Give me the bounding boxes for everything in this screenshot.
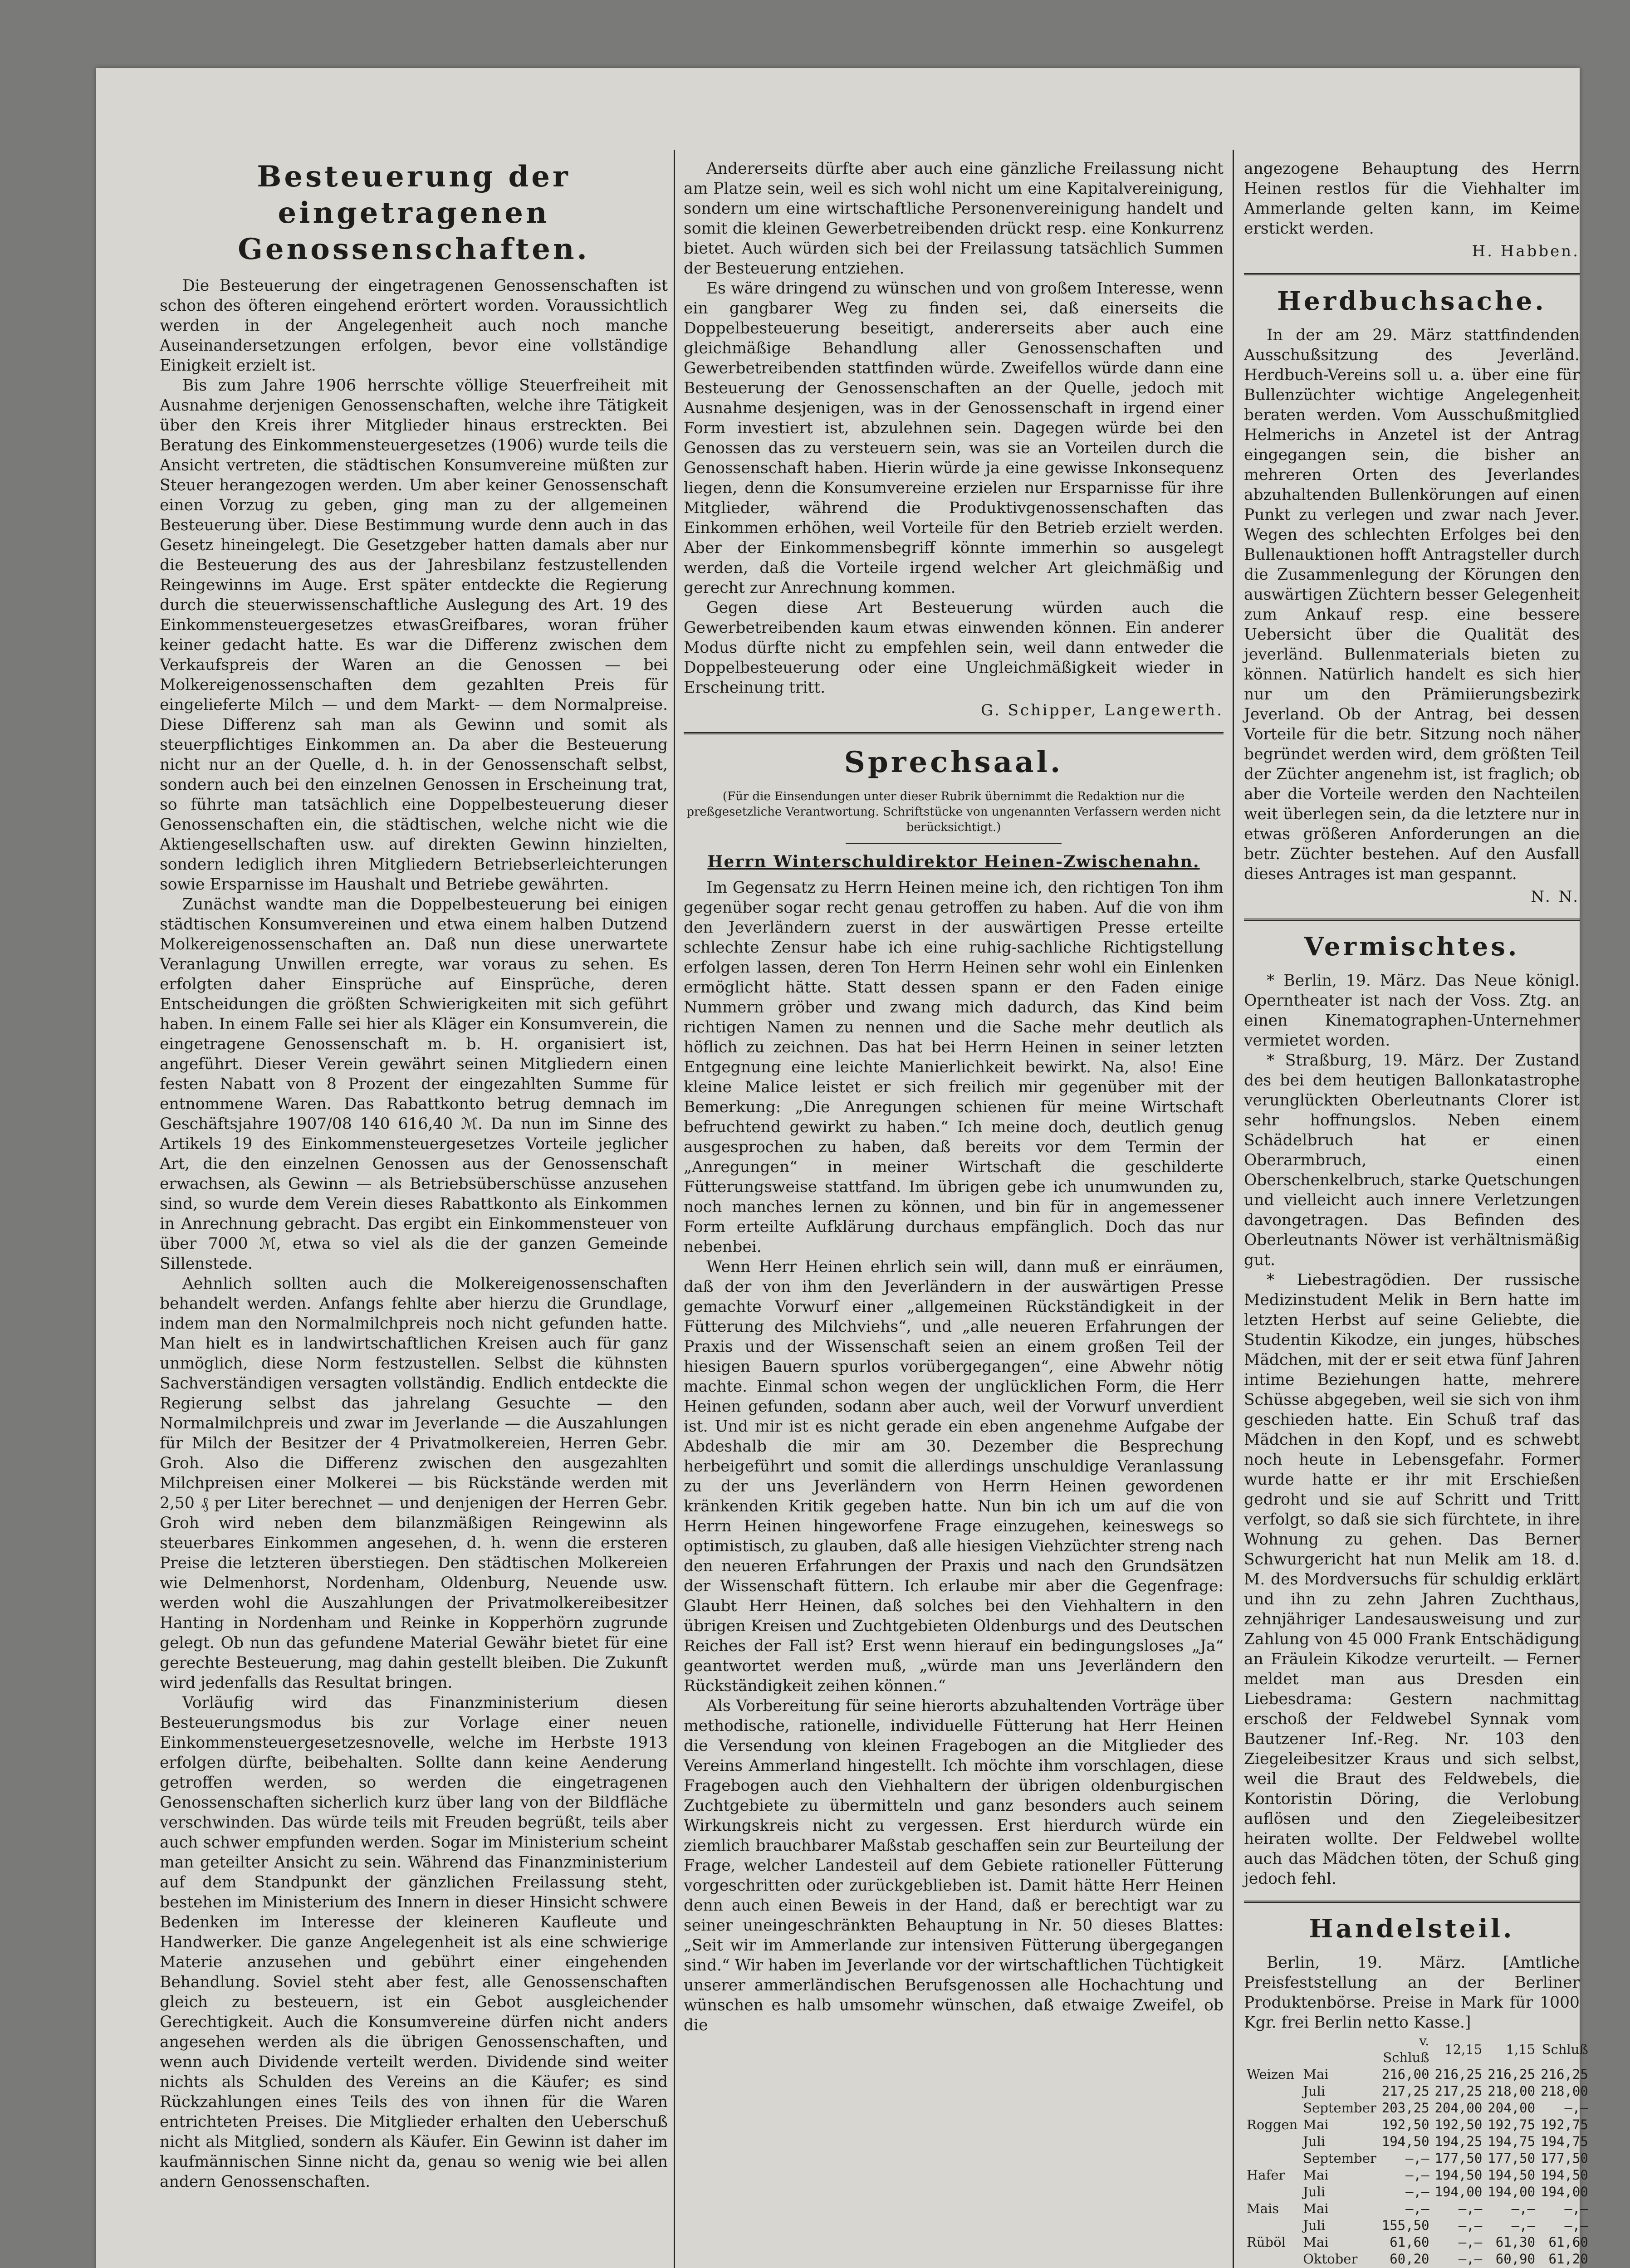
price-cell: 218,00 [1541,2083,1588,2099]
column-2 [684,159,1224,2268]
price-cell: 192,75 [1488,2117,1536,2132]
price-cell: 61,20 [1548,2251,1588,2267]
price-cell: 216,25 [1488,2067,1536,2082]
table-row [1244,2217,1591,2234]
article-paragraph: Zunächst wandte man die Doppelbesteuerung bei einigen städtischen Konsumvereinen und etwa einem halben Dutzend Molkereigenossenschaften an. Daß nun diese unerwartete Veranlagung Unwillen erregte, war voraus zu sehen. Es erfolgten daher Einsprüche auf Einsprüche, deren Entscheidungen die größten Schwierigkeiten mit sich geführt haben. In einem Falle sei hier als Kläger ein Konsumverein, die eingetragene Genossenschaft m. b. H. organisiert ist, angeführt. Dieser Verein gewährt seinen Mitgliedern einen festen Nabatt von 8 Prozent der eingezahlten Summe für entnommene Waren. Das Rabattkonto betrug demnach im Geschäftsjahre 1907/08 140 616,40 ℳ. Da nun im Sinne des Artikels 19 des Einkommensteuergesetzes Vorteile jeglicher Art, die den einzelnen Genossen aus der Genossenschaft erwachsen, als Gewinn — als Betriebsüberschüsse anzusehen sind, so wurde dem Verein dieses Rabattkonto als Einkommen in Anrechnung gebracht. Das ergibt ein Einkommensteuer von über 7000 ℳ, etwa so viel als die der ganzen Gemeinde Sillenstede. [160,895,668,1273]
commodity-cell: Rüböl [1247,2234,1286,2250]
table-row [1244,2234,1591,2251]
commodity-cell [1244,2184,1300,2200]
delivery-month-cell: Mai [1303,2201,1329,2216]
column-rule [1233,150,1234,2268]
article-paragraph: Als Vorbereitung für seine hierorts abzuhaltenden Vorträge über methodische, rationelle, individuelle Fütterung hat Herr Heinen die Versendung von kleinen Fragebogen an die Mitglieder des Vereins Ammerland hingestellt. Ich möchte ihm vorschlagen, diese Fragebogen auch den Viehhaltern der übrigen oldenburgischen Zuchtgebiete zu übermitteln und ganz besonders auch seinem Wirkungskreis nicht zu vergessen. Erst hierdurch würde ein ziemlich brauchbarer Maßstab geschaffen sein zur Beurteilung der Frage, welcher Landesteil auf dem Gebiete rationeller Fütterung vorgeschritten oder zurückgeblieben ist. Damit hätte Herr Heinen denn auch einen Beweis in der Hand, daß er berechtigt war zu seiner uneingeschränkten Behauptung in Nr. 50 dieses Blattes: „Seit wir im Ammerlande zur intensiven Fütterung übergegangen sind.“ Wir haben im Jeverlande vor der wirtschaftlichen Tüchtigkeit unserer ammerländischen Berufsgenossen alle Hochachtung und wünschen es halb umsomehr wünschen, daß etwaige Zweifel, ob die [684,1697,1224,2034]
table-row [1244,2167,1591,2184]
price-cell: —,— [1511,2218,1536,2233]
section-title: Sprechsaal. [844,745,1063,779]
article-paragraph: Wenn Herr Heinen ehrlich sein will, dann muß er einräumen, daß der von ihm den Jeverländern in der auswärtigen Presse gemachte Vorwurf einer „allgemeinen Rückständigkeit in der Fütterung des Milchviehs“, und „alle neueren Erfahrungen der Praxis und der Wissenschaft seien an einem großen Teil der hiesigen Bauern spurlos vorübergegangen“, eine Abwehr nötig machte. Einmal schon wegen der unglücklichen Form, die Herr Heinen gefunden, sodann aber auch, weil der Vorwurf unverdient ist. Und mir ist es nicht gerade ein eben angenehme Aufgabe der Abdeshalb die mir am 30. Dezember die Besprechung herbeigeführt und somit die allerdings unschuldige Veranlassung zu der uns Jeverländern von Herrn Heinen gewordenen kränkenden Kritik gegeben hatte. Nun bin ich um auf die von Herrn Heinen hingeworfene Frage einzugehen, keineswegs so optimistisch, zu glauben, daß alle hiesigen Viehzüchter streng nach den neueren Erfahrungen der Praxis und nach den Grundsätzen der Wissenschaft füttern. Ich erlaube mir aber die Gegenfrage: Glaubt Herr Heinen, daß solches bei den Viehhaltern in den übrigen Kreisen und Zuchtgebieten Oldenburgs und des Deutschen Reiches der Fall ist? Erst wenn hierauf ein bedingungsloses „Ja“ geantwortet werden muß, „würde man uns Jeverländern den Rückständigkeit zeihen können.“ [684,1258,1224,1695]
newspaper-page [96,68,1588,2268]
commodity-cell: Mais [1247,2201,1279,2216]
delivery-month-cell: Oktober [1303,2251,1358,2267]
price-cell: 61,30 [1495,2234,1536,2250]
price-cell: 192,50 [1381,2117,1429,2132]
price-cell: —,— [1405,2184,1429,2200]
article-paragraph: Die Besteuerung der eingetragenen Genossenschaften ist schon des öfteren eingehend erörtert worden. Voraussichtlich werden in der Angelegenheit auch noch manche Auseinandersetzungen erfolgen, bevor eine vollständige Einigkeit erzielt ist. [160,277,668,375]
editorial-note: (Für die Einsendungen unter dieser Rubrik übernimmt die Redaktion nur die preßgesetzliche Verantwortung. Schriftstücke von ungenannten Verfassern werden nicht berücksichtigt.) [686,790,1221,834]
news-item: * Liebestragödien. Der russische Medizinstudent Melik in Bern hatte im letzten Herbst auf seine Geliebte, die Studentin Kikodze, ein junges, hübsches Mädchen, mit der er seit etwa fünf Jahren intime Beziehungen hatte, mehrere Schüsse abgegeben, weil sie sich von ihm geschieden hatte. Ein Schuß traf das Mädchen in den Kopf, und es schwebt noch heute in Lebensgefahr. Former wurde hatte er ihr mit Erschießen gedroht und sie auf Schritt und Tritt verfolgt, so daß sie sich fürchtete, in ihre Wohnung zu gehen. Das Berner Schwurgericht hat nun Melik am 18. d. M. des Mordversuchs für schuldig erklärt und ihn zu zehn Jahren Zuchthaus, zehnjähriger Landesausweisung und zur Zahlung von 45 000 Frank Entschädigung an Fräulein Kikodze verurteilt. — Ferner meldet man aus Dresden ein Liebesdrama: Gestern nachmittag erschoß der Feldwebel Synnak vom Bautzener Inf.-Reg. Nr. 103 den Ziegeleibesitzer Kraus und sich selbst, weil die Braut des Feldwebels, die Kontoristin Döring, die Verlobung auflösen und den Ziegeleibesitzer heiraten wollte. Der Feldwebel wollte auch das Mädchen töten, der Schuß ging jedoch fehl. [1244,1271,1580,1888]
price-cell: —,— [1564,2100,1588,2116]
delivery-month-cell: Juli [1303,2134,1326,2149]
price-cell: 60,90 [1495,2251,1536,2267]
column-1 [160,159,668,2268]
price-cell: —,— [1405,2167,1429,2183]
column-3 [1244,159,1588,2268]
price-cell: 177,50 [1434,2151,1483,2166]
price-cell: —,— [1405,2201,1429,2216]
price-cell: —,— [1458,2201,1483,2216]
table-header: Schluß [1542,2041,1588,2057]
price-cell: 192,50 [1434,2117,1483,2132]
letter-heading: Herrn Winterschuldirektor Heinen-Zwischenahn. [707,852,1200,871]
price-cell: 204,00 [1488,2100,1536,2116]
author-signature: H. Habben. [1472,242,1580,260]
author-signature: N. N. [1531,888,1580,906]
price-cell: 194,75 [1541,2134,1588,2149]
market-intro: Berlin, 19. März. [Amtliche Preisfeststellung an der Berliner Produktenbörse. Preise in Mark für 1000 Kgr. frei Berlin netto Kasse.] [1244,1954,1580,2032]
table-row [1244,2184,1591,2200]
price-cell: 194,75 [1488,2134,1536,2149]
price-cell: 155,50 [1381,2218,1429,2233]
price-cell: 194,50 [1434,2167,1483,2183]
commodity-cell [1244,2100,1300,2116]
price-cell: 204,00 [1434,2100,1483,2116]
price-cell: —,— [1564,2201,1588,2216]
price-cell: —,— [1511,2201,1536,2216]
table-header [1244,2033,1300,2066]
section-divider [1244,919,1580,921]
price-cell: 216,00 [1381,2067,1429,2082]
price-cell: 194,25 [1434,2134,1483,2149]
price-cell: 194,00 [1541,2184,1588,2200]
news-item: * Straßburg, 19. März. Der Zustand des bei dem heutigen Ballonkatastrophe verunglückten Oberleutnants Clorer ist sehr hoffnungslos. Neben einem Schädelbruch hat er einen Oberarmbruch, einen Oberschenkelbruch, starke Quetschungen und vielleicht auch innere Verletzungen davongetragen. Das Befinden des Oberleutnants Nöwer ist verhältnismäßig gut. [1244,1051,1580,1269]
commodity-cell [1244,2083,1300,2100]
delivery-month-cell: Mai [1303,2067,1329,2082]
table-row [1244,2116,1591,2133]
article-paragraph: Andererseits dürfte aber auch eine gänzliche Freilassung nicht am Platze sein, weil es sich wohl nicht um eine Kapitalvereinigung, sondern um eine wirtschaftliche Personenvereinigung handelt und somit die kleinen Gewerbetreibenden drückt resp. eine Konkurrenz bietet. Auch würden sich bei der Freilassung tatsächlich Summen der Besteuerung entziehen. [684,160,1224,278]
table-header-row [1244,2033,1591,2066]
price-cell: 217,25 [1381,2083,1429,2099]
price-cell: 218,00 [1488,2083,1536,2099]
delivery-month-cell: Mai [1303,2234,1329,2250]
section-divider [1244,273,1580,275]
table-header [1300,2033,1379,2066]
price-cell: 61,60 [1548,2234,1588,2250]
commodity-cell: Hafer [1247,2167,1285,2183]
table-header: v. Schluß [1383,2033,1429,2065]
commodity-cell: Weizen [1247,2067,1294,2082]
table-row [1244,2133,1591,2150]
author-signature: G. Schipper, Langewerth. [981,701,1224,719]
table-row [1244,2200,1591,2217]
table-row [1244,2251,1591,2268]
section-title: Handelsteil. [1309,1914,1515,1944]
price-cell: 194,50 [1541,2167,1588,2183]
price-cell: 194,50 [1381,2134,1429,2149]
commodity-cell [1244,2150,1300,2167]
price-cell: —,— [1405,2151,1429,2166]
price-cell: 194,00 [1434,2184,1483,2200]
price-cell: —,— [1458,2251,1483,2267]
delivery-month-cell: Mai [1303,2117,1329,2132]
table-header: 12,15 [1444,2041,1483,2057]
price-cell: 177,50 [1488,2151,1536,2166]
article-paragraph: Gegen diese Art Besteuerung würden auch die Gewerbetreibenden kaum etwas einwenden können. Ein anderer Modus dürfte nicht zu empfehlen sein, weil dann entweder die Doppelbesteuerung oder eine Ungleichmäßigkeit wieder in Erscheinung tritt. [684,599,1224,697]
price-cell: 216,25 [1434,2067,1483,2082]
section-title: Herdbuchsache. [1277,286,1547,316]
news-item: * Berlin, 19. März. Das Neue königl. Operntheater ist nach der Voss. Ztg. an einen Kinematographen-Unternehmer vermietet worden. [1244,972,1580,1050]
column-rule [674,150,675,2268]
article-paragraph: Im Gegensatz zu Herrn Heinen meine ich, den richtigen Ton ihm gegenüber sogar recht genau getroffen zu haben. Auf die von ihm den Jeverländern zuerst in der auswärtigen Presse erteilte schlechte Zensur habe ich eine ruhig-sachliche Richtigstellung erfolgen lassen, deren Ton Herrn Heinen sehr wohl ein Einlenken ermöglicht hätte. Statt dessen spann er den Faden einige Nummern gröber und zwang mich dadurch, das Kind beim richtigen Namen zu nennen und die Sache mehr deutlich als höflich zu zeichnen. Das hat bei Herrn Heinen in seiner letzten Entgegnung eine leichte Manierlichkeit bewirkt. Na, also! Eine kleine Malice leistet er sich freilich mir gegenüber mit der Bemerkung: „Die Anregungen schienen für meine Wirtschaft befruchtend gewirkt zu haben.“ Ich meine doch, deutlich genug ausgesprochen zu haben, daß bereits vor dem Termin der „Anregungen“ in meiner Wirtschaft die geschilderte Fütterungsweise stattfand. Im übrigen gebe ich unumwunden zu, noch manches lernen zu können, und bin für in angemessener Form erteilte Aufklärung durchaus empfänglich. Doch das nur nebenbei. [684,879,1224,1256]
article-paragraph: In der am 29. März stattfindenden Ausschußsitzung des Jeverländ. Herdbuch-Vereins soll u. a. über eine für Bullenzüchter wichtige Angelegenheit beraten werden. Vom Ausschußmitglied Helmerichs in Anzetel ist der Antrag eingegangen sein, die bisher an mehreren Orten des Jeverlandes abzuhaltenden Bullenkörungen auf einen Punkt zu verlegen und zwar nach Jever. Wegen des schlechten Erfolges bei den Bullenauktionen hofft Antragsteller durch die Zusammenlegung der Körungen den auswärtigen Züchtern besser Gelegenheit zum Ankauf resp. eine bessere Uebersicht über die Qualität des jeverländ. Bullenmaterials bieten zu können. Natürlich handelt es sich hier nur um den Prämiierungsbezirk Jeverland. Ob der Antrag, bei dessen Vorteile für die betr. Sitzung noch näher begründet werden wird, dem größten Teil der Züchter angenehm ist, ist fraglich; ob aber die Vorteile werden den Nachteilen weit überlegen sein, da die letztere nur in etwas größeren Anforderungen an die betr. Züchter bestehen. Auf den Ausfall dieses Antrages ist man gespannt. [1244,326,1580,883]
section-title: Vermischtes. [1304,932,1520,962]
price-cell: 194,50 [1488,2167,1536,2183]
delivery-month-cell: Juli [1303,2218,1326,2233]
article-paragraph: Bis zum Jahre 1906 herrschte völlige Steuerfreiheit mit Ausnahme derjenigen Genossenschaften, welche ihre Tätigkeit über den Kreis ihrer Mitglieder hinaus erstreckten. Bei Beratung des Einkommensteuergesetzes (1906) wurde teils die Ansicht vertreten, die städtischen Konsumvereine müßten zur Steuer herangezogen werden. Um aber keiner Genossenschaft einen Vorzug zu geben, ging man zu der allgemeinen Besteuerung über. Diese Bestimmung wurde denn auch in das Gesetz hineingelegt. Die Gesetzgeber hatten damals aber nur die Besteuerung des aus der Jahresbilanz festzustellenden Reingewinns im Auge. Erst später entdeckte die Regierung durch die steuerwissenschaftliche Auslegung des Art. 19 des Einkommensteuergesetzes etwasGreifbares, woran früher keiner gedacht hatte. Es war die Differenz zwischen dem Verkaufspreis der Waren an die Genossen — bei Molkereigenossenschaften dem gezahlten Preis für eingelieferte Milch — und dem Markt- — dem Normalpreise. Diese Differenz sah man als Gewinn und somit als steuerpflichtiges Einkommen an. Da aber die Besteuerung nicht nur an der Quelle, d. h. in der Genossenschaft selbst, sondern auch bei den einzelnen Genossen in Erscheinung trat, so führte man tatsächlich eine Doppelbesteuerung dieser Genossenschaften ein, die städtischen, welche nicht wie die Aktiengesellschaften usw. auf direkten Gewinn hinzielten, sondern lediglich ihren Mitgliedern Betriebserleichterungen sowie Ersparnisse im Haushalt und Betriebe gewährten. [160,376,668,894]
table-header: 1,15 [1506,2041,1536,2057]
table-row [1244,2150,1591,2167]
price-cell: 203,25 [1381,2100,1429,2116]
section-divider [1244,1901,1580,1903]
section-divider [684,732,1224,734]
price-cell: 61,60 [1390,2234,1429,2250]
delivery-month-cell: Juli [1303,2184,1326,2200]
table-row [1244,2100,1591,2116]
price-cell: —,— [1458,2218,1483,2233]
delivery-month-cell: September [1303,2100,1376,2116]
article-paragraph: angezogene Behauptung des Herrn Heinen restlos für die Viehhalter im Ammerlande gelten kann, im Keime erstickt werden. [1244,160,1580,238]
commodity-cell [1244,2133,1300,2150]
price-cell: 194,00 [1488,2184,1536,2200]
price-cell: —,— [1458,2234,1483,2250]
price-cell: 177,50 [1541,2151,1588,2166]
commodity-cell: Roggen [1247,2117,1298,2132]
table-row [1244,2083,1591,2100]
price-cell: —,— [1564,2218,1588,2233]
delivery-month-cell: Mai [1303,2167,1329,2183]
commodity-cell [1244,2217,1300,2234]
price-cell: 192,75 [1541,2117,1588,2132]
article-title: Besteuerung der eingetragenen Genossenschaften. [238,160,590,266]
price-cell: 217,25 [1434,2083,1483,2099]
delivery-month-cell: September [1303,2151,1376,2166]
article-paragraph: Aehnlich sollten auch die Molkereigenossenschaften behandelt werden. Anfangs fehlte aber hierzu die Grundlage, indem man den Normalmilchpreis noch nicht gefunden hatte. Man hielt es in landwirtschaftlichen Kreisen auch für ganz unmöglich, diese Norm festzustellen. Selbst die kühnsten Sachverständigen versagten vollständig. Endlich entdeckte die Regierung selbst das jahrelang Gesuchte — den Normalmilchpreis und zwar im Jeverlande — die Auszahlungen für Milch der Besitzer der 4 Privatmolkereien, Herren Gebr. Groh. Also die Differenz zwischen den ausgezahlten Milchpreisen einer Molkerei — bis Rückstände werden mit 2,50 ₰ per Liter berechnet — und denjenigen der Herren Gebr. Groh wird neben dem bilanzmäßigen Reingewinn als steuerbares Einkommen angesehen, d. h. wenn die ersteren Preise die letzteren überstiegen. Den städtischen Molkereien wie Delmenhorst, Nordenham, Oldenburg, Neuende usw. werden wohl die Auszahlungen der Privatmolkereibesitzer Hanting in Nordenham und Reinke in Kopperhörn zugrunde gelegt. Ob nun das gefundene Material Gewähr bietet für eine gerechte Besteuerung, mag dahin gestellt bleiben. Die Zukunft wird jedenfalls das Resultat bringen. [160,1275,668,1692]
table-row [1244,2066,1591,2083]
divider [846,843,1062,844]
delivery-month-cell: Juli [1303,2083,1326,2099]
price-cell: 216,25 [1541,2067,1588,2082]
market-price-table [1244,2033,1591,2268]
commodity-cell [1244,2251,1300,2268]
price-cell: 60,20 [1390,2251,1429,2267]
article-paragraph: Vorläufig wird das Finanzministerium diesen Besteuerungsmodus bis zur Vorlage einer neuen Einkommensteuergesetzesnovelle, welche im Herbste 1913 erfolgen dürfte, beibehalten. Sollte dann keine Aenderung getroffen werden, so werden die eingetragenen Genossenschaften sicherlich kurz über lang von der Bildfläche verschwinden. Das würde teils mit Freuden begrüßt, teils aber auch schwer empfunden werden. Sogar im Ministerium scheint man geteilter Ansicht zu sein. Während das Finanzministerium auf dem Standpunkt der gänzlichen Freilassung steht, bestehen im Ministerium des Innern in dieser Hinsicht schwere Bedenken im Interesse der kleineren Kaufleute und Handwerker. Die ganze Angelegenheit ist als eine schwierige Materie anzusehen und gebührt einer eingehenden Behandlung. Soviel steht aber fest, alle Genossenschaften gleich zu besteuern, ist ein Gebot ausgleichender Gerechtigkeit. Auch die Konsumvereine dürfen nicht anders angesehen werden als die übrigen Genossenschaften, und wenn auch Dividende verteilt werden. Dividende sind weiter nichts als Schulden des Vereins an die Käufer; es sind Rückzahlungen eines Teils des von ihnen für die Waren entrichteten Preises. Die Mitglieder erhalten den Ueberschuß nicht als Mitglied, sondern als Käufer. Ein Gewinn ist daher im kaufmännischen Sinne nicht da, genau so wenig wie bei allen andern Genossenschaften. [160,1694,668,2191]
article-paragraph: Es wäre dringend zu wünschen und von großem Interesse, wenn ein gangbarer Weg zu finden sei, daß einerseits die Doppelbesteuerung beseitigt, andererseits aber auch eine gleichmäßige Behandlung aller Genossenschaften und Gewerbetreibenden stattfinden würde. Zweifellos würde dann eine Besteuerung der Genossenschaften an der Quelle, jedoch mit Ausnahme desjenigen, was in der Genossenschaft in irgend einer Form investiert ist, abzulehnen sein. Dagegen würde bei den Genossen das zu versteuern sein, was sie an Vorteilen durch die Genossenschaft haben. Hierin würde ja eine gewisse Inkonsequenz liegen, denn die Konsumvereine erzielen nur Ersparnisse für ihre Mitglieder, während die Produktivgenossenschaften das Einkommen erhöhen, weil Vorteile für den Betrieb erzielt werden. Aber der Einkommensbegriff könnte immerhin so ausgelegt werden, daß die Vorteile irgend welcher Art gleichmäßig und gerecht zur Anrechnung kommen. [684,279,1224,597]
